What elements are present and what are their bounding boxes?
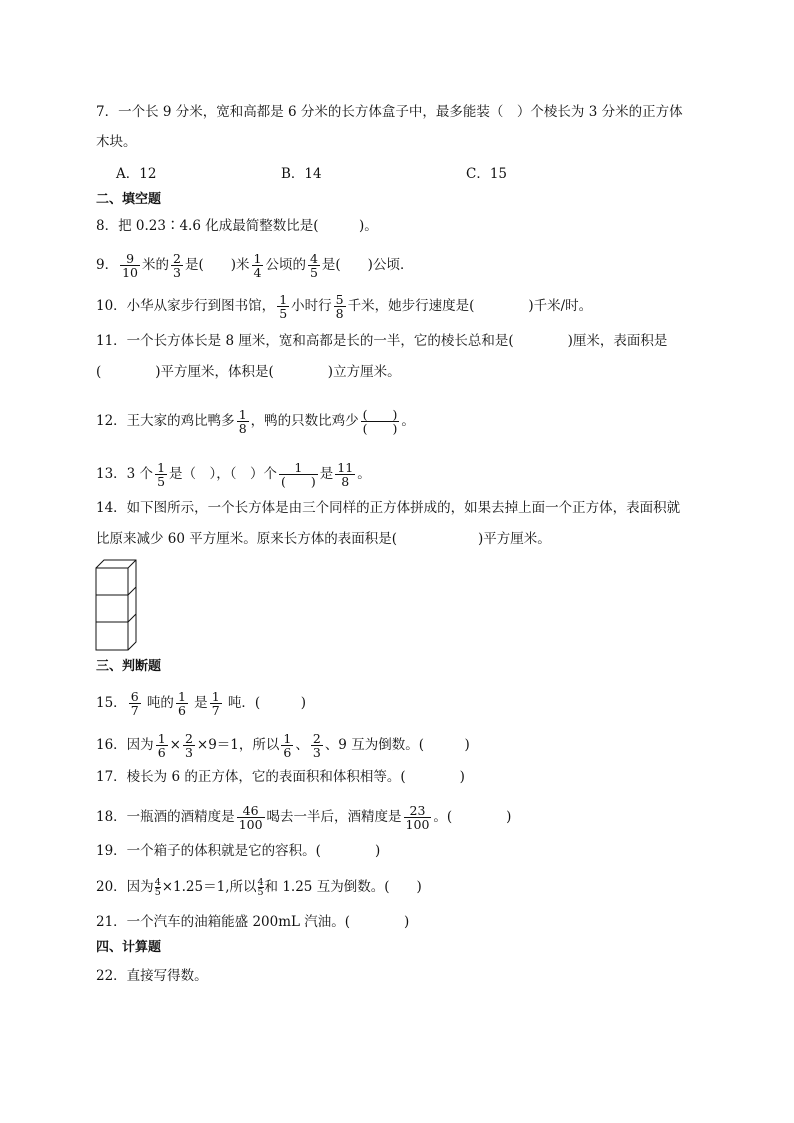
option-b: B．14 [281, 166, 322, 182]
section-heading-true-false: 三、判断题 [96, 659, 162, 674]
fraction: $\frac{4}{5}$ [309, 251, 318, 280]
fraction: $\frac{2}{3}$ [312, 731, 321, 760]
fraction: $\frac{1}{5}$ [279, 292, 288, 321]
question-10: 10．小华从家步行到图书馆， $\frac{1}{5}$ 小时行 $\frac{5}{8}$ 千米，她步行速度是( )千米/时。 [96, 292, 593, 321]
question-11-line1: 11．一个长方体长是 8 厘米，宽和高都是长的一半，它的棱长总和是( )厘米，表面积是 [96, 333, 668, 349]
fraction: $\frac{4}{5}$ [154, 877, 161, 898]
question-15: 15． $\frac{6}{7}$ 吨的 $\frac{1}{6}$ 是 $\frac{1}{7}$ 吨．( ) [96, 689, 306, 718]
question-14-line1: 14．如下图所示，一个长方体是由三个同样的正方体拼成的，如果去掉上面一个正方体，表面积就 [96, 500, 681, 516]
fraction: $\frac{1}{4}$ [253, 251, 262, 280]
question-19: 19．一个箱子的体积就是它的容积。( ) [96, 843, 381, 859]
fraction: $\frac{1}{8}$ [238, 407, 247, 436]
section-heading-fill-blank: 二、填空题 [96, 192, 162, 207]
fraction: $\frac{9}{10}$ [122, 251, 138, 280]
fraction: $\frac{1}{5}$ [157, 460, 166, 489]
question-20: 20．因为 $\frac{4}{5}$ ×1.25＝1,所以 $\frac{4}{5}$ 和 1.25 互为倒数。( ) [96, 877, 422, 898]
question-17: 17．棱长为 6 的正方体，它的表面积和体积相等。( ) [96, 769, 465, 785]
question-14-line2: 比原来减少 60 平方厘米。原来长方体的表面积是( )平方厘米。 [96, 531, 551, 547]
stacked-cubes-figure [94, 558, 140, 652]
fraction: $\frac{11}{8}$ [337, 460, 354, 489]
question-21: 21．一个汽车的油箱能盛 200mL 汽油。( ) [96, 914, 410, 930]
fraction-blank: $\frac{1}{( )}$ [281, 460, 316, 489]
option-c: C．15 [466, 166, 508, 182]
fraction: $\frac{1}{6}$ [283, 731, 292, 760]
fraction: $\frac{23}{100}$ [405, 803, 430, 832]
question-11-line2: ( )平方厘米，体积是( )立方厘米。 [96, 364, 401, 380]
question-16: 16．因为 $\frac{1}{6}$ × $\frac{2}{3}$ ×9＝1，所以 $\frac{1}{6}$ 、 $\frac{2}{3}$ 、9 互为倒数。( ) [96, 731, 470, 760]
fraction: $\frac{1}{6}$ [157, 731, 166, 760]
question-13: 13．3 个 $\frac{1}{5}$ 是（ ），（ ）个 $\frac{1}{( )}$ 是 $\frac{11}{8}$ 。 [96, 460, 371, 489]
fraction: $\frac{46}{100}$ [238, 803, 263, 832]
question-9: 9． $\frac{9}{10}$ 米的 $\frac{2}{3}$ 是( )米 $\frac{1}{4}$ 公顷的 $\frac{4}{5}$ 是( )公顷． [96, 251, 414, 280]
fraction: $\frac{1}{6}$ [177, 689, 186, 718]
question-22: 22．直接写得数。 [96, 968, 208, 984]
fraction-blank: $\frac{( )}{( )}$ [362, 407, 398, 436]
question-8: 8．把 0.23∶4.6 化成最简整数比是( )。 [96, 218, 378, 234]
fraction: $\frac{4}{5}$ [257, 877, 264, 898]
question-12: 12．王大家的鸡比鸭多 $\frac{1}{8}$ ，鸭的只数比鸡少 $\frac{( )}{( )}$ 。 [96, 407, 415, 436]
fraction: $\frac{2}{3}$ [184, 731, 193, 760]
fraction: $\frac{1}{7}$ [211, 689, 220, 718]
section-heading-calculation: 四、计算题 [96, 940, 162, 955]
fraction: $\frac{6}{7}$ [130, 689, 139, 718]
fraction: $\frac{2}{3}$ [173, 251, 181, 280]
fraction: $\frac{5}{8}$ [335, 292, 344, 321]
option-a: A．12 [116, 166, 157, 182]
question-7-line1: 7．一个长 9 分米，宽和高都是 6 分米的长方体盒子中，最多能装（ ）个棱长为 3 分米的正方体 [96, 104, 683, 120]
question-7-line2: 木块。 [96, 134, 137, 150]
question-18: 18．一瓶酒的酒精度是 $\frac{46}{100}$ 喝去一半后，酒精度是 $\frac{23}{100}$ 。( ) [96, 803, 512, 832]
